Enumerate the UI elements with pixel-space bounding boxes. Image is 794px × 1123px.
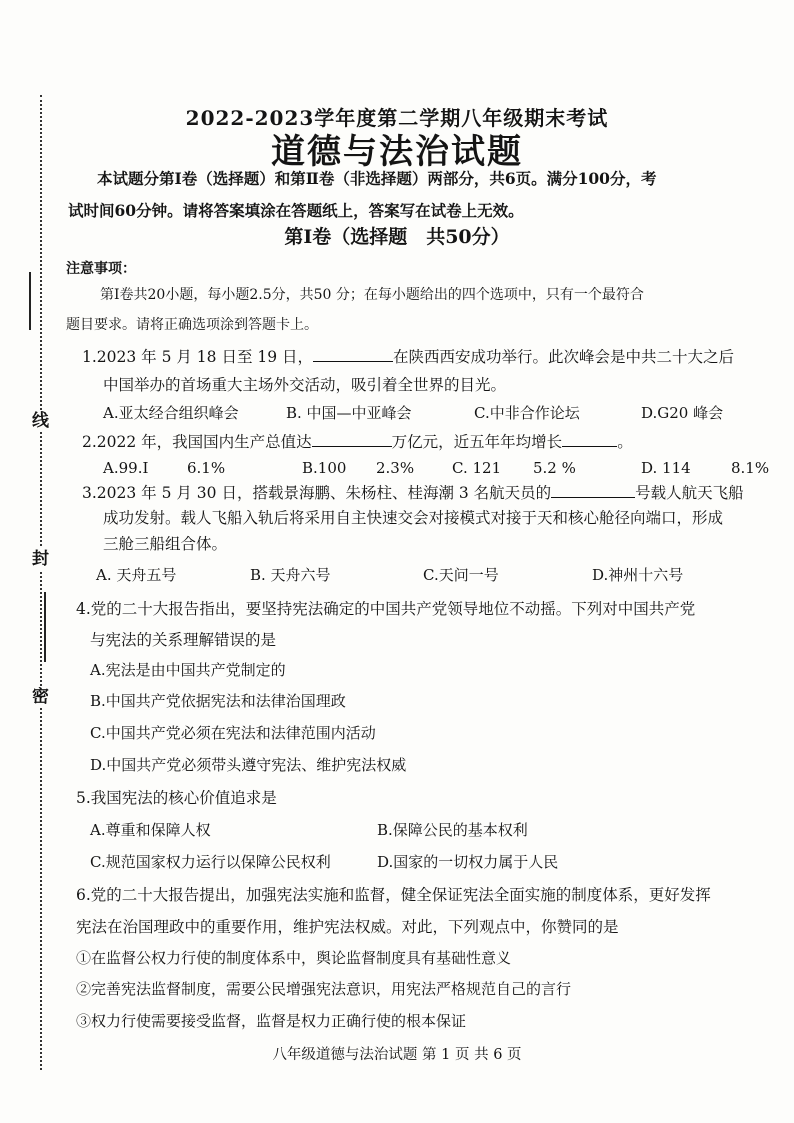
binding-mark-mi: 密 [32,687,49,707]
question-2-option-a-rate: 6.1% [187,459,226,477]
question-3-option-d: D.神州十六号 [592,566,684,584]
answer-blank [562,432,617,447]
question-4-option-a: A.宪法是由中国共产党制定的 [90,661,286,679]
question-2-option-c-rate: 5.2 % [533,459,576,477]
question-4-option-b: B.中国共产党依据宪法和法律治国理政 [90,692,346,710]
question-3-option-b: B. 天舟六号 [250,566,331,584]
question-4-option-d: D.中国共产党必须带头遵守宪法、维护宪法权威 [90,756,407,774]
question-2-option-a: A.99.Ⅰ [103,459,149,477]
question-4-option-c: C.中国共产党必须在宪法和法律范围内活动 [90,724,376,742]
question-3-option-c: C.天问一号 [423,566,499,584]
intro-line-1: 本试题分第Ⅰ卷（选择题）和第Ⅱ卷（非选择题）两部分，共6页。满分100分，考 [97,169,657,188]
margin-mark [29,272,31,330]
notes-heading: 注意事项： [66,261,136,277]
question-4-line-2: 与宪法的关系理解错误的是 [90,631,277,649]
question-6-line-1: 6.党的二十大报告提出，加强宪法实施和监督，健全保证宪法全面实施的制度体系，更好发挥 [76,886,711,904]
question-5-line-1: 5.我国宪法的核心价值追求是 [76,789,277,807]
question-2-option-b-rate: 2.3% [376,459,415,477]
question-1-line-2: 中国举办的首场重大主场外交活动，吸引着全世界的目光。 [103,376,507,394]
answer-blank [312,432,392,447]
question-2-option-c: C. 121 [452,459,502,477]
question-6-item-1: ①在监督公权力行使的制度体系中，舆论监督制度具有基础性意义 [76,949,512,967]
question-3-line-3: 三舱三船组合体。 [103,535,228,553]
question-1-option-b: B. 中国—中亚峰会 [286,404,412,422]
question-5-option-a: A.尊重和保障人权 [90,821,211,839]
page-footer: 八年级道德与法治试题 第 1 页 共 6 页 [272,1047,522,1063]
question-1-option-a: A.亚太经合组织峰会 [103,404,239,422]
question-5-option-d: D.国家的一切权力属于人民 [377,853,559,871]
section-title: 第Ⅰ卷（选择题 共50分） [284,226,510,248]
question-1-line-1: 1.2023 年 5 月 18 日至 19 日， 在陕西西安成功举行。此次峰会是中共二十大之后 [82,348,735,366]
margin-mark [44,592,46,662]
subject-title: 道德与法治试题 [271,132,523,172]
question-2-option-b: B.100 [302,459,347,477]
question-5-option-b: B.保障公民的基本权利 [377,821,528,839]
question-2-option-d: D. 114 [641,459,691,477]
question-2-option-d-rate: 8.1% [731,459,770,477]
question-6-line-2: 宪法在治国理政中的重要作用，维护宪法权威。对此，下列观点中，你赞同的是 [76,918,619,936]
question-3-option-a: A. 天舟五号 [96,566,177,584]
question-1-option-c: C.中非合作论坛 [474,404,580,422]
question-3-line-2: 成功发射。载人飞船入轨后将采用自主快速交会对接模式对接于天和核心舱径向端口，形成 [103,509,724,527]
answer-blank [551,483,635,498]
question-3-line-1: 3.2023 年 5 月 30 日，搭载景海鹏、朱杨柱、桂海潮 3 名航天员的 号载人航天飞船 [82,484,744,502]
question-5-option-c: C.规范国家权力运行以保障公民权利 [90,853,331,871]
notes-line-1: 第Ⅰ卷共20小题，每小题2.5分，共50 分；在每小题给出的四个选项中，只有一个最符合 [100,287,644,303]
question-2-line-1: 2.2022 年，我国国内生产总值达 万亿元，近五年年均增长 。 [82,433,633,451]
answer-blank [313,347,393,362]
binding-mark-xian: 线 [32,411,49,431]
question-4-line-1: 4.党的二十大报告指出，要坚持宪法确定的中国共产党领导地位不动摇。下列对中国共产党 [76,600,696,618]
notes-line-2: 题目要求。请将正确选项涂到答题卡上。 [66,317,318,333]
question-6-item-2: ②完善宪法监督制度，需要公民增强宪法意识，用宪法严格规范自己的言行 [76,980,572,998]
question-6-item-3: ③权力行使需要接受监督，监督是权力正确行使的根本保证 [76,1012,467,1030]
binding-mark-feng: 封 [32,549,49,569]
question-1-option-d: D.G20 峰会 [641,404,724,422]
exam-title: 2022-2023学年度第二学期八年级期末考试 [185,106,609,130]
intro-line-2: 试时间60分钟。请将答案填涂在答题纸上，答案写在试卷上无效。 [68,201,524,220]
